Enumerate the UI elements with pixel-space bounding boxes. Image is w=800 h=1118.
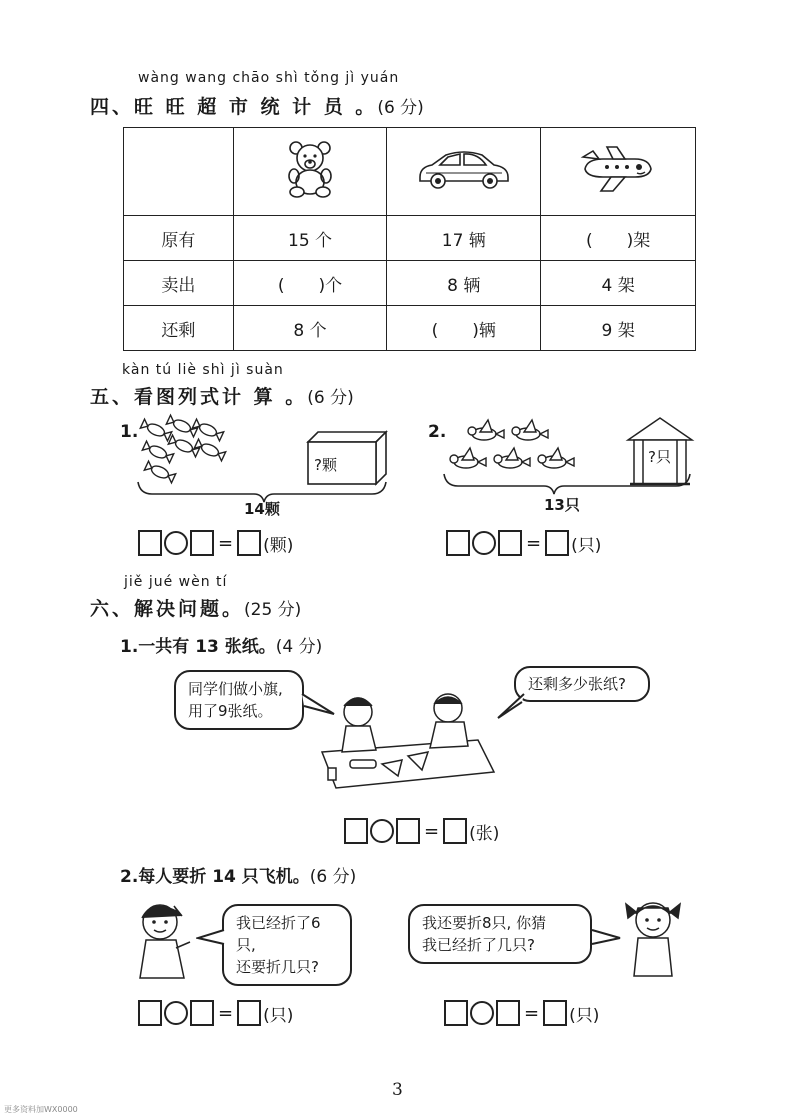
cage-label: ?只: [648, 448, 671, 466]
bubble-tail: [496, 692, 526, 722]
table-corner: [124, 128, 234, 216]
section5-pinyin: kàn tú liè shì jì suàn: [122, 362, 284, 378]
section6-pinyin: jiě jué wèn tí: [124, 574, 228, 590]
section5-title-text: 五、看图列式计 算 。: [90, 386, 308, 408]
children-making-flags-illustration: [318, 690, 498, 794]
bubble-tail: [196, 928, 226, 948]
page-number: 3: [392, 1080, 403, 1100]
q2-title-text: 2.每人要折 14 只飞机。: [120, 867, 310, 887]
car-cell: [387, 128, 541, 216]
candy-icon: [140, 415, 225, 483]
section4-title: [90, 92, 424, 119]
unit-label: (张): [469, 823, 500, 844]
equation-p1: [138, 530, 293, 556]
bubble-line: 我已经折了6只,: [236, 914, 321, 954]
row-label: 还剩: [124, 306, 234, 351]
answer-blank-cell[interactable]: ( )架: [541, 216, 696, 261]
speech-bubble-left: [174, 670, 304, 730]
car-icon: [416, 147, 512, 191]
operator-circle[interactable]: [470, 1001, 494, 1025]
girl-icon: [618, 896, 688, 980]
answer-box[interactable]: [543, 1000, 567, 1026]
candy-total-label: 14颗: [244, 500, 280, 518]
operator-circle[interactable]: [164, 1001, 188, 1025]
unit-label: (只): [571, 535, 602, 556]
sales-table: [123, 127, 696, 351]
section6-title-text: 六、解决问题。: [90, 598, 245, 620]
table-cell: 17 辆: [387, 216, 541, 261]
bird-icon: [450, 420, 574, 468]
watermark: 更多资料加WX0000: [4, 1105, 78, 1114]
boy-icon: [430, 694, 468, 748]
bubble-line: 同学们做小旗,: [188, 680, 283, 698]
table-row: [124, 216, 696, 261]
answer-box[interactable]: [237, 530, 261, 556]
answer-box[interactable]: [496, 1000, 520, 1026]
answer-box[interactable]: [237, 1000, 261, 1026]
table-cell: 15 个: [233, 216, 387, 261]
unit-label: (只): [263, 1005, 294, 1026]
teddy-bear-icon: [284, 140, 336, 198]
operator-circle[interactable]: [164, 531, 188, 555]
q1-title-text: 1.一共有 13 张纸。: [120, 637, 276, 657]
section4-title-text: 四、旺 旺 超 市 统 计 员 。: [90, 96, 378, 118]
box-label: ?颗: [314, 456, 337, 474]
problem1-number: 1.: [120, 422, 139, 442]
table-cell: 8 个: [233, 306, 387, 351]
q1-title: [120, 632, 322, 657]
table-cell: 4 架: [541, 261, 696, 306]
speech-bubble-right: [408, 904, 592, 964]
bubble-line: 还要折几只?: [236, 958, 319, 976]
q1-score: (4 分): [275, 637, 323, 657]
table-cell: 8 辆: [387, 261, 541, 306]
speech-bubble-right: 还剩多少张纸?: [514, 666, 650, 702]
table-row: [124, 261, 696, 306]
answer-box[interactable]: [446, 530, 470, 556]
equals-sign: =: [524, 1002, 540, 1024]
table-cell: 9 架: [541, 306, 696, 351]
q2-title: [120, 862, 356, 887]
answer-box[interactable]: [443, 818, 467, 844]
section6-score: (25 分): [244, 600, 302, 620]
equation-q2-left: [138, 1000, 293, 1026]
answer-box[interactable]: [190, 530, 214, 556]
boy-icon: [130, 898, 196, 984]
problem2-number: 2.: [428, 422, 447, 442]
answer-box[interactable]: [344, 818, 368, 844]
answer-blank-cell[interactable]: ( )个: [233, 261, 387, 306]
bubble-line: 用了9张纸。: [188, 702, 273, 720]
section4-pinyin: wàng wang chāo shì tǒng jì yuán: [138, 70, 400, 86]
equation-q1: [344, 818, 499, 844]
q2-score: (6 分): [309, 867, 357, 887]
equals-sign: =: [218, 1002, 234, 1024]
answer-box[interactable]: [444, 1000, 468, 1026]
girl-icon: [342, 698, 376, 752]
equals-sign: =: [526, 532, 542, 554]
equation-p2: [446, 530, 601, 556]
section5-title: [90, 382, 354, 409]
teddy-bear-cell: [233, 128, 387, 216]
row-label: 原有: [124, 216, 234, 261]
answer-box[interactable]: [190, 1000, 214, 1026]
answer-box[interactable]: [138, 530, 162, 556]
equals-sign: =: [218, 532, 234, 554]
unit-label: (颗): [263, 535, 294, 556]
section6-title: [90, 594, 301, 621]
bubble-line: 我还要折8只, 你猜: [422, 914, 547, 932]
answer-box[interactable]: [396, 818, 420, 844]
speech-bubble-left: [222, 904, 352, 986]
answer-box[interactable]: [498, 530, 522, 556]
birds-total-label: 13只: [544, 496, 580, 514]
table-row: [124, 306, 696, 351]
airplane-icon: [577, 143, 659, 195]
unit-label: (只): [569, 1005, 600, 1026]
airplane-cell: [541, 128, 696, 216]
section4-score: (6 分): [377, 98, 424, 118]
operator-circle[interactable]: [472, 531, 496, 555]
row-label: 卖出: [124, 261, 234, 306]
equals-sign: =: [424, 820, 440, 842]
operator-circle[interactable]: [370, 819, 394, 843]
answer-blank-cell[interactable]: ( )辆: [387, 306, 541, 351]
answer-box[interactable]: [545, 530, 569, 556]
answer-box[interactable]: [138, 1000, 162, 1026]
section5-score: (6 分): [307, 388, 354, 408]
bubble-line: 我已经折了几只?: [422, 936, 535, 954]
equation-q2-right: [444, 1000, 599, 1026]
